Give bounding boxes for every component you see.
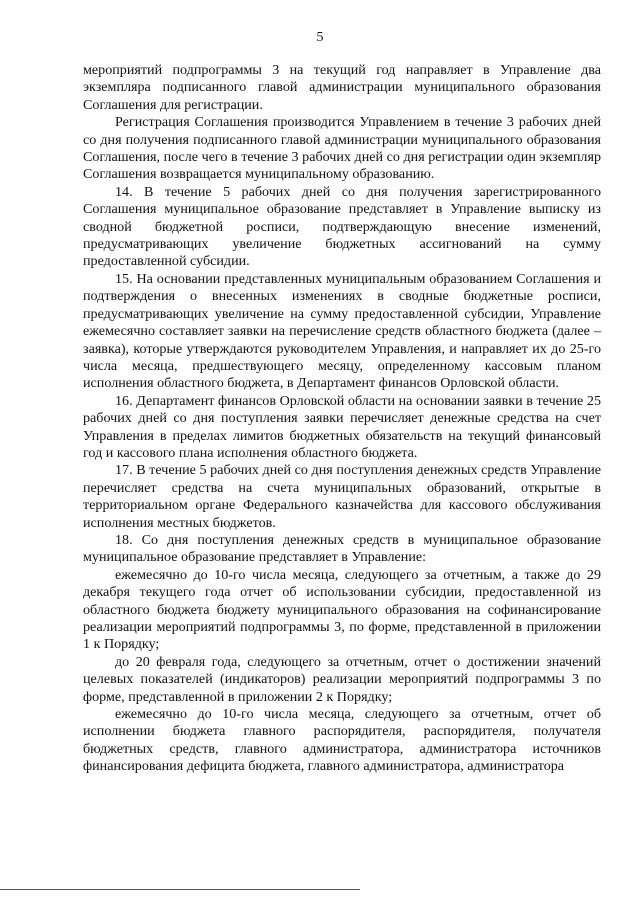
footer-divider	[0, 889, 360, 890]
paragraph-18-item-budget-report: ежемесячно до 10-го числа месяца, следующего за отчетным, отчет об исполнении бюджета главного распорядителя, распорядителя, получателя бюджетных средств, главного администратора, администратора источников финансирования дефицита бюджета, главного администратора, администратора	[83, 706, 601, 775]
page-number: 5	[316, 30, 324, 45]
paragraph-registration: Регистрация Соглашения производится Управлением в течение 3 рабочих дней со дня получения подписанного главой администрации муниципального образования Соглашения, после чего в течение 3 рабочих дней со дня регистрации один экземпляр Соглашения возвращается муниципальному образованию.	[83, 114, 601, 183]
paragraph-18-item-annual-report: до 20 февраля года, следующего за отчетным, отчет о достижении значений целевых показателей (индикаторов) реализации мероприятий подпрограммы 3 по форме, представленной в приложении 2 к Порядку;	[83, 653, 601, 705]
paragraph-18: 18. Со дня поступления денежных средств в муниципальное образование муниципальное образование представляет в Управление:	[83, 531, 601, 566]
paragraph-17: 17. В течение 5 рабочих дней со дня поступления денежных средств Управление перечисляет средства на счета муниципальных образований, открытые в территориальном органе Федерального казначейства для кассового обслуживания исполнения местных бюджетов.	[83, 462, 601, 531]
paragraph-16: 16. Департамент финансов Орловской области на основании заявки в течение 25 рабочих дней со дня поступления заявки перечисляет денежные средства на счет Управления в пределах лимитов бюджетных обязательств на текущий финансовый год и кассового плана исполнения областного бюджета.	[83, 392, 601, 461]
document-body	[83, 62, 601, 776]
paragraph-continuation: мероприятий подпрограммы 3 на текущий год направляет в Управление два экземпляра подписанного главой администрации муниципального образования Соглашения для регистрации.	[83, 62, 601, 113]
paragraph-14: 14. В течение 5 рабочих дней со дня получения зарегистрированного Соглашения муниципальное образование представляет в Управление выписку из сводной бюджетной росписи, подтверждающую внесение изменений, предусматривающих увеличение бюджетных ассигнований на сумму предоставленной субсидии.	[83, 183, 601, 270]
paragraph-15: 15. На основании представленных муниципальным образованием Соглашения и подтверждения о внесенных изменениях в сводные бюджетные росписи, предусматривающих увеличение на сумму предоставленной субсидии, Управление ежемесячно составляет заявки на перечисление средств областного бюджета (далее – заявка), которые утверждаются руководителем Управления, и направляет их до 25-го числа месяца, предшествующего месяцу, определенному кассовым планом исполнения областного бюджета, в Департамент финансов Орловской области.	[83, 270, 601, 392]
paragraph-18-item-monthly-report: ежемесячно до 10-го числа месяца, следующего за отчетным, а также до 29 декабря текущего года отчет об использовании субсидии, предоставленной из областного бюджета бюджету муниципального образования на софинансирование реализации мероприятий подпрограммы 3, по форме, представленной в приложении 1 к Порядку;	[83, 566, 601, 653]
